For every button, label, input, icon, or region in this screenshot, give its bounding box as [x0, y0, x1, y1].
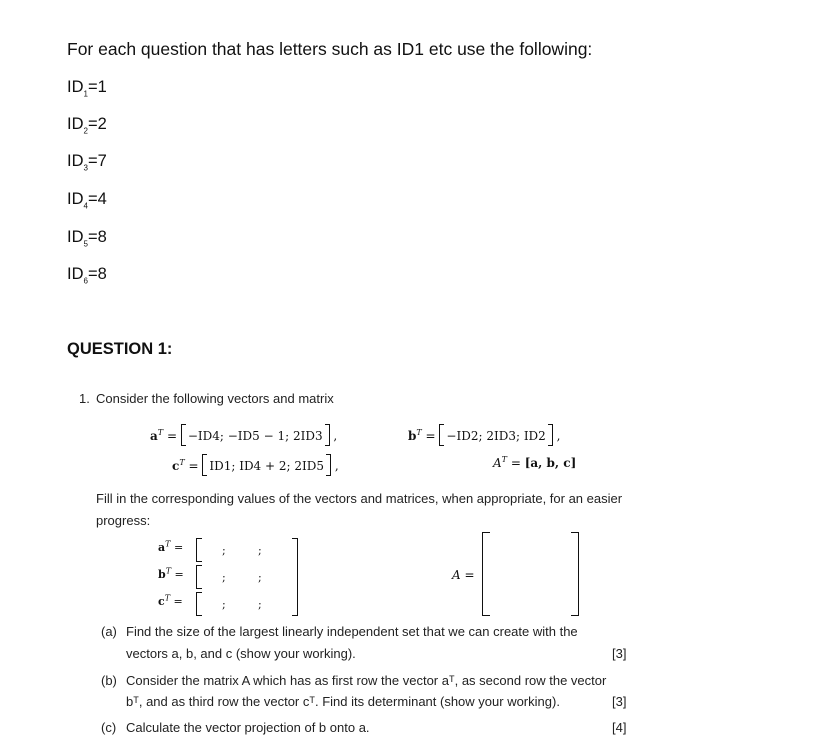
fill-instruction-line2: progress: — [96, 513, 151, 528]
fill-row-b: $b^T$ = — [158, 566, 184, 581]
part-b-mark: [3] — [612, 694, 627, 709]
fill-a-left-bracket — [196, 538, 202, 562]
vector-c-definition: $c^T = ID1$; ID4 + 2; 2ID5 , — [172, 454, 339, 476]
part-b-label: (b) — [101, 673, 117, 688]
fill-sep: ; — [258, 598, 262, 611]
item-number: 1. — [79, 391, 90, 406]
fill-sep: ; — [222, 544, 226, 557]
item-text: Consider the following vectors and matrix — [96, 391, 334, 406]
matrix-A-definition: $A^T = [a$, b, c] — [493, 455, 577, 470]
fill-sep: ; — [258, 544, 262, 557]
id-line-1: $ID_1=1$ — [67, 78, 107, 99]
vector-b-definition: $b^T = -ID2$; 2ID3; ID2 , — [408, 424, 560, 446]
fill-instruction-line1: Fill in the corresponding values of the vectors and matrices, when appropriate, for an easier — [96, 491, 623, 506]
part-a-line2: vectors a, b, and c (show your working). — [126, 646, 356, 661]
part-b-line2: bᵀ, and as third row the vector cᵀ. Find its determinant (show your working). — [126, 694, 560, 709]
fill-matrix-A-label: A = — [452, 568, 475, 582]
id-line-4: $ID_4=4$ — [67, 190, 107, 211]
id-line-3: $ID_3=7$ — [67, 152, 107, 173]
part-c-label: (c) — [101, 720, 117, 735]
question-title: QUESTION 1: — [67, 340, 173, 358]
fill-c-left-bracket — [196, 592, 202, 616]
fill-sep: ; — [222, 571, 226, 584]
intro-text: For each question that has letters such as ID1 etc use the following: — [67, 39, 593, 59]
part-c-mark: [4] — [612, 720, 627, 735]
id-line-2: $ID_2=2$ — [67, 115, 107, 136]
part-b-line1: Consider the matrix A which has as first row the vector aᵀ, as second row the vector — [126, 673, 607, 688]
id-line-5: $ID_5=8$ — [67, 228, 107, 249]
fill-row-c: $c^T$ = — [158, 593, 183, 608]
vector-a-definition: $a^T = -ID4$; −ID5 − 1; 2ID3 , — [150, 424, 337, 446]
fill-row-a: $a^T$ = — [158, 539, 184, 554]
part-a-line1: Find the size of the largest linearly independent set that we can create with the — [126, 624, 578, 639]
fill-sep: ; — [258, 571, 262, 584]
fill-b-left-bracket — [196, 565, 202, 589]
fill-sep: ; — [222, 598, 226, 611]
fill-matrix-A-left-bracket — [482, 532, 490, 616]
fill-right-bracket — [292, 538, 298, 616]
part-a-label: (a) — [101, 624, 117, 639]
id-line-6: $ID_6=8$ — [67, 265, 107, 286]
fill-matrix-A-right-bracket — [571, 532, 579, 616]
part-c-line1: Calculate the vector projection of b onto a. — [126, 720, 370, 735]
part-a-mark: [3] — [612, 646, 627, 661]
